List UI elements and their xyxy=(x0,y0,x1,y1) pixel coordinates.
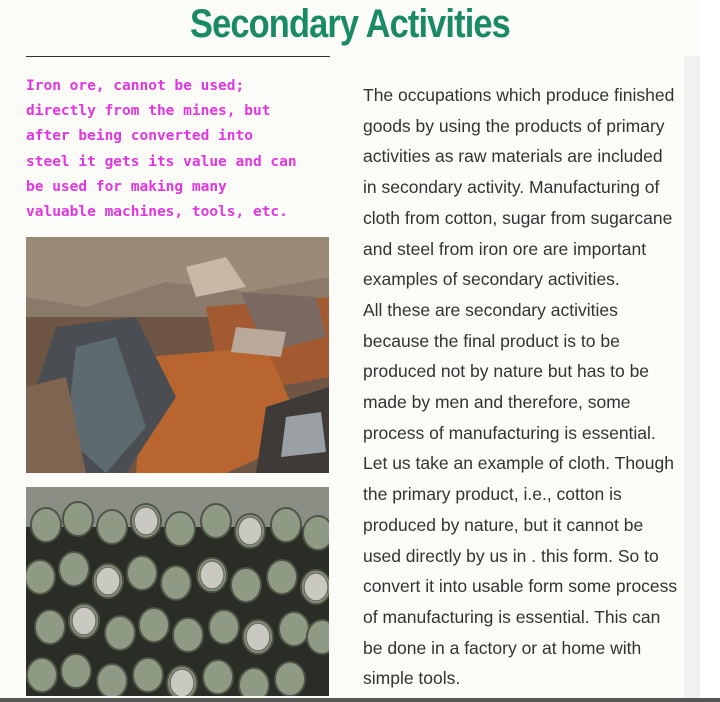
paragraph-definition: The occupations which produce finished goods by using the products of primary activities as raw materials are included in secondary activity. Manufacturing of cloth from cotton, sugar from sugarcane and steel from iron ore are important examples of secondary activities. xyxy=(363,85,675,290)
paragraph-reason: All these are secondary activities because the final product is to be produced not by nature but has to be made by men and therefore, some process of manufacturing is essential. xyxy=(363,299,656,443)
iron-ore-photo xyxy=(26,237,329,473)
body-text xyxy=(363,80,681,694)
page-title: Secondary Activities xyxy=(190,2,510,46)
bottom-border xyxy=(0,698,720,702)
paragraph-cloth-example: Let us take an example of cloth. Though the primary product, i.e., cotton is produced by nature, but it cannot be used directly by us in . this form. So to convert it into usable form some process of manufacturing is essential. This can be done in a factory or at home with simple tools. xyxy=(363,453,678,689)
title-underline xyxy=(26,56,330,57)
steel-rods-photo xyxy=(26,487,329,696)
right-edge-shade xyxy=(684,56,700,702)
iron-ore-note: Iron ore, cannot be used; directly from the mines, but after being converted into steel it gets its value and can be used for making many valuable machines, tools, etc. xyxy=(26,78,297,221)
